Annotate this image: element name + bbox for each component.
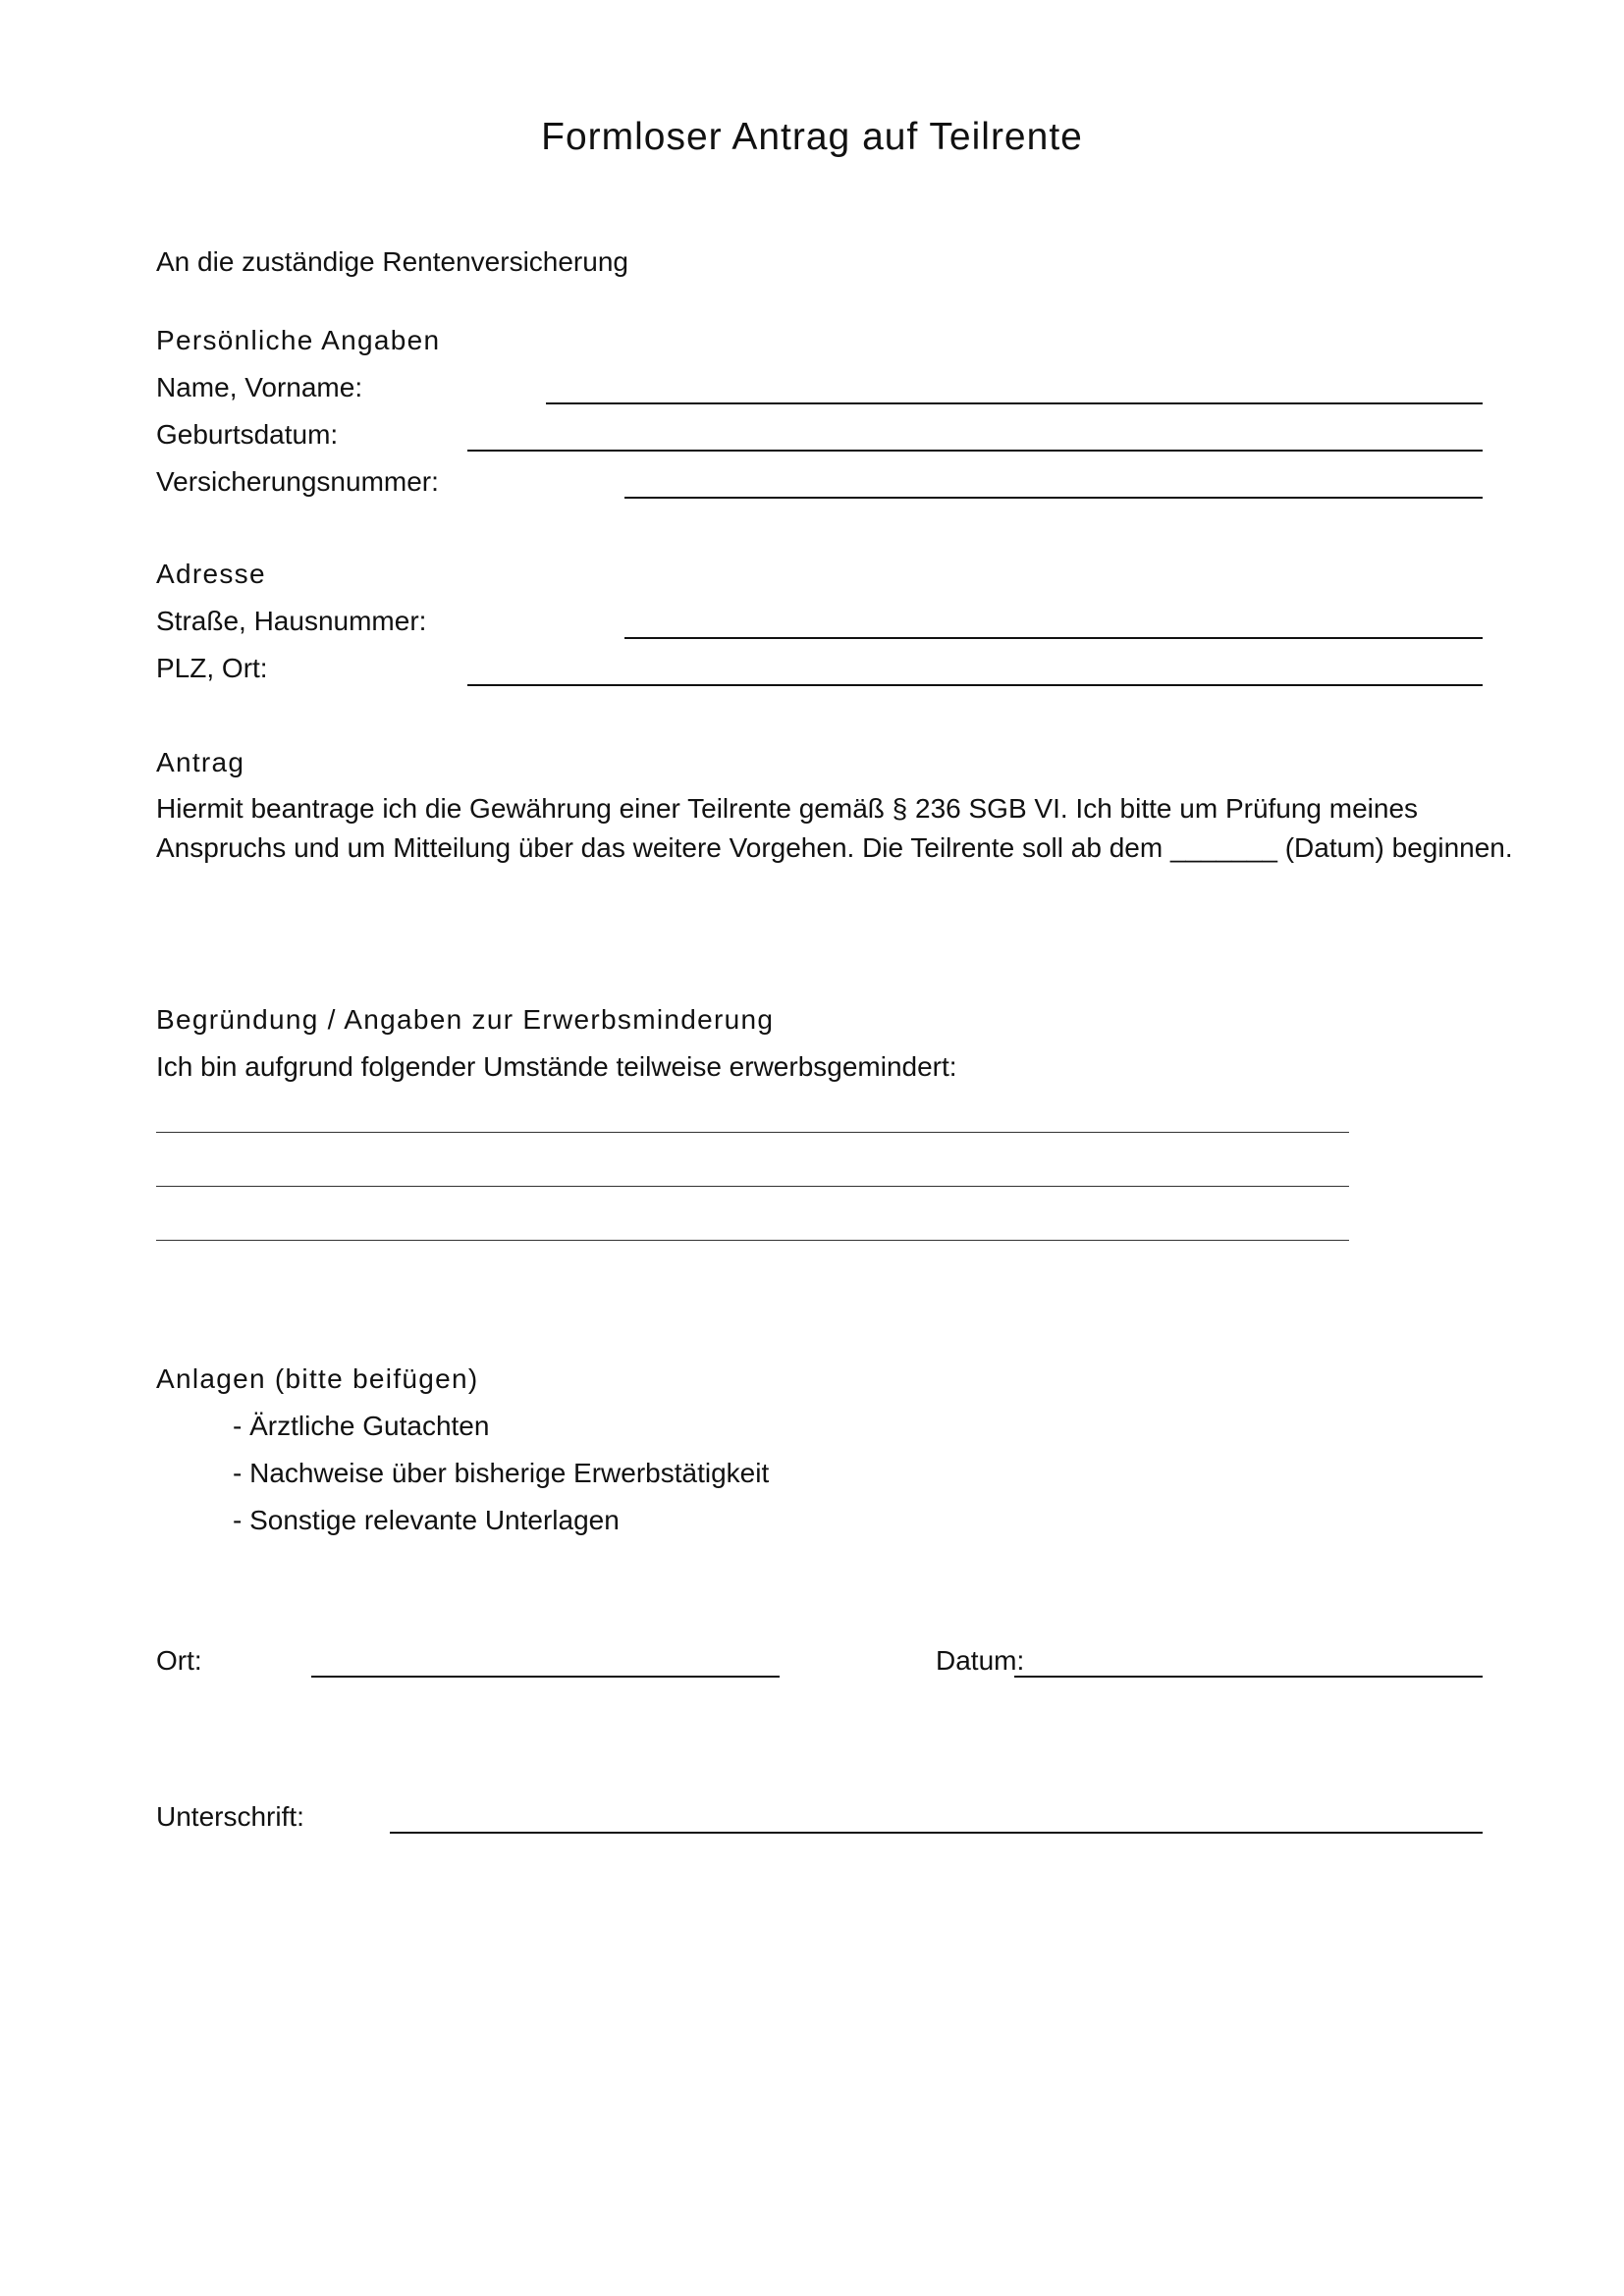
section-heading-personal: Persönliche Angaben — [156, 325, 441, 355]
insurance-number-field-line[interactable] — [624, 497, 1483, 499]
reason-field-line-3[interactable] — [156, 1240, 1349, 1241]
date-label: Datum: — [936, 1645, 1025, 1676]
page-title: Formloser Antrag auf Teilrente — [541, 116, 1083, 158]
birthdate-field-line[interactable] — [467, 450, 1483, 452]
signature-label: Unterschrift: — [156, 1801, 304, 1832]
city-field-line[interactable] — [467, 684, 1483, 686]
section-heading-address: Adresse — [156, 559, 266, 589]
signature-field-line[interactable] — [390, 1832, 1483, 1834]
reason-field-line-1[interactable] — [156, 1132, 1349, 1133]
reason-field-line-2[interactable] — [156, 1186, 1349, 1187]
recipient-line: An die zuständige Rentenversicherung — [156, 246, 628, 277]
reason-intro: Ich bin aufgrund folgender Umstände teilweise erwerbsgemindert: — [156, 1051, 957, 1082]
application-text: Hiermit beantrage ich die Gewährung einer Teilrente gemäß § 236 SGB VI. Ich bitte um Prüfung meines Anspruchs und um Mitteilung über das weitere Vorgehen. Die Teilrente soll ab dem _______ (Datum) beginnen. — [156, 793, 1513, 863]
street-label: Straße, Hausnummer: — [156, 606, 427, 636]
attachment-item: - Ärztliche Gutachten — [233, 1411, 490, 1441]
section-heading-attachments: Anlagen (bitte beifügen) — [156, 1363, 479, 1394]
attachment-item: - Sonstige relevante Unterlagen — [233, 1505, 620, 1535]
place-field-line[interactable] — [311, 1676, 780, 1678]
date-field-line[interactable] — [1014, 1676, 1483, 1678]
insurance-number-label: Versicherungsnummer: — [156, 466, 439, 497]
section-heading-application: Antrag — [156, 747, 245, 777]
city-label: PLZ, Ort: — [156, 653, 268, 683]
attachment-item: - Nachweise über bisherige Erwerbstätigkeit — [233, 1458, 770, 1488]
place-label: Ort: — [156, 1645, 202, 1676]
section-heading-reason: Begründung / Angaben zur Erwerbsminderung — [156, 1004, 775, 1035]
birthdate-label: Geburtsdatum: — [156, 419, 339, 450]
name-label: Name, Vorname: — [156, 372, 363, 402]
street-field-line[interactable] — [624, 637, 1483, 639]
name-field-line[interactable] — [546, 402, 1483, 404]
